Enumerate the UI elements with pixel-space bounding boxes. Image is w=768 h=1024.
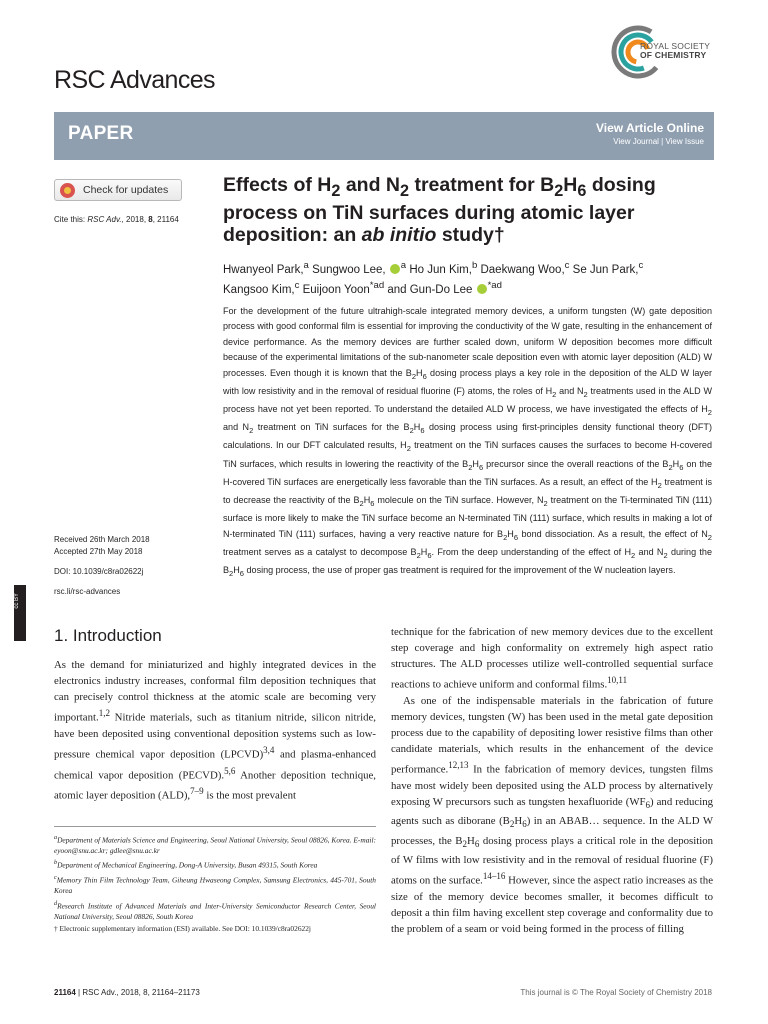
check-for-updates-button[interactable] (54, 179, 182, 201)
footnote-d: $^d$Research Institute of Advanced Materials and Inter-University Semiconductor Research Center, Seoul National University, Seoul 08826, South Korea (54, 900, 376, 921)
check-updates-icon-center (64, 187, 71, 194)
check-updates-icon (60, 183, 75, 198)
journal-name: RSC Advances (54, 66, 215, 94)
cite-year: 2018, (126, 215, 149, 224)
footnote-b: $^b$Department of Mechanical Engineering, Dong-A University, Busan 49315, South Korea (54, 860, 318, 870)
intro-left-column: As the demand for miniaturized and highly integrated devices in the electronics industry increases, conformal film deposition techniques that can precisely control thickness at the atomic scale are becoming very important.$^{1,2}$ Nitride materials, such as titanium nitride, silicon nitride, have been deposited using conventional deposition systems such as low-pressure chemical vapor deposition (LPCVD)$^{3,4}$ and plasma-enhanced chemical vapor deposition (PECVD).$^{5,6}$ Another deposition technique, atomic layer deposition (ALD),$^{7-9}$ is the most prevalent (54, 659, 376, 803)
logo-text-line1: ROYAL SOCIETY (640, 41, 711, 51)
journal-link[interactable]: rsc.li/rsc-advances (54, 587, 121, 596)
cite-pages: , 21164 (152, 215, 179, 224)
copyright-notice: This journal is © The Royal Society of Chemistry 2018 (520, 988, 712, 997)
cite-prefix: Cite this: (54, 215, 86, 224)
check-updates-label: Check for updates (83, 184, 169, 196)
received-dates (54, 534, 150, 558)
article-type-label: PAPER (68, 123, 134, 144)
cite-volume: 8 (148, 215, 153, 224)
footnote-a: $^a$Department of Materials Science and Engineering, Seoul National University, Seoul 08826, Korea. E-mail: eyoon@snu.ac.kr; gdlee@snu.ac.kr (54, 835, 376, 855)
article-title: Effects of $H_2$ and $N_2$ treatment for $B_2H_6$ dosing process on TiN surfaces during atomic layer deposition: an ab initio study† (223, 174, 656, 246)
journal-reference: RSC Adv., 2018, 8, 21164–21173 (82, 988, 200, 997)
cite-journal: RSC Adv., (85, 215, 127, 224)
cc-license-badge[interactable] (14, 585, 26, 641)
cc-license-text: cc BY (14, 593, 20, 609)
logo-text-line2: OF CHEMISTRY (640, 50, 707, 60)
citation (54, 215, 179, 224)
intro-right-column (391, 624, 713, 937)
accepted-date: Accepted 27th May 2018 (54, 547, 143, 556)
footnotes (54, 833, 376, 937)
section-heading-introduction: 1. Introduction (54, 626, 162, 645)
page-footer-left (54, 988, 200, 997)
article-type-banner (54, 112, 714, 160)
orcid-icon[interactable] (477, 284, 487, 294)
intro-paragraph: As one of the indispensable materials in the fabrication of future memory devices, tungsten (W) has been used in the metal gate deposition process due to the capability of depositing lower resistive films than other candidate materials, which results in the enhancement of the device performance.$^{12,13}$ In the fabrication of memory devices, tungsten films have most widely been deposited using the ALD process by alternatively exposing W precursors such as tungsten hexafluoride $(WF_6)$ and reducing agents such as diborane $(B_2H_6)$ in an ABAB… sequence. In the ALD W processes, the $B_2H_6$ dosing process plays a critical role in the deposition of W films with low resistivity and in the removal of residual fluorine (F) atoms on the surface.$^{14-16}$ However, since the aspect ratio increases as the size of the memory device becomes smaller, it becomes difficult to deposit a thin film having excellent step coverage and conformality due to the problem of a seam or void being formed in the process of filling (391, 694, 714, 935)
logo-text (640, 42, 710, 60)
orcid-icon[interactable] (390, 264, 400, 274)
author-list: Hwanyeol Park,$^a$ Sungwoo Lee, $^a$ Ho Jun Kim,$^b$ Daekwang Woo,$^c$ Se Jun Park,$^c$ Kangsoo Kim,$^c$ Euijoon Yoon$^{*ad}$ and Gun-Do Lee $^{*ad}$ (223, 260, 644, 296)
view-journal-issue-links[interactable]: View Journal | View Issue (613, 137, 704, 146)
footnote-divider (54, 826, 376, 827)
footnote-esi[interactable]: † Electronic supplementary information (ESI) available. See DOI: 10.1039/c8ra02622j (54, 924, 311, 934)
received-date: Received 26th March 2018 (54, 535, 150, 544)
doi[interactable]: DOI: 10.1039/c8ra02622j (54, 567, 144, 576)
footer-separator: | (75, 988, 83, 997)
footnote-c: $^c$Memory Thin Film Technology Team, Giheung Hwaseong Complex, Samsung Electronics, 445-701, South Korea (54, 875, 376, 896)
view-article-online-link[interactable]: View Article Online (595, 121, 704, 135)
page-number: 21164 (54, 988, 76, 997)
abstract: For the development of the future ultrahigh-scale integrated memory devices, a uniform tungsten (W) gate deposition process with good conformal film is essential for improving the conductivity of the W gate, resulting in the enhancement of device performance. As the memory devices are further scaled down, uniform W deposition becomes more difficult because of the experimental limitations of the sub-nanometer scale deposition even with atomic layer deposition (ALD) W processes. Even though it is known that the $B_2H_6$ dosing process plays a key role in the deposition of the ALD W layer with low resistivity and in the removal of residual fluorine (F) atoms, the roles of $H_2$ and $N_2$ treatments used in the ALD W process have not yet been reported. To understand the detailed ALD W process, we have investigated the effects of $H_2$ and $N_2$ treatment on TiN surfaces for the $B_2H_6$ dosing process using first-principles density functional theory (DFT) calculations. In our DFT calculated results, $H_2$ treatment on the TiN surfaces causes the surfaces to become H-covered TiN surfaces, which results in lowering the reactivity of the $B_2H_6$ precursor since the overall reactions of the $B_2H_6$ on the H-covered TiN surfaces are energetically less favorable than the TiN surfaces. As a result, an effect of the $H_2$ treatment is to decrease the reactivity of the $B_2H_6$ molecule on the TiN surface. However, $N_2$ treatment on the Ti-terminated TiN (111) surface is more likely to make the TiN surface become an N-terminated TiN (111) surface, which results in making a lot of N-terminated TiN (111) surfaces, having a very reactive nature for $B_2H_6$ bond dissociation. As a result, the effect of $N_2$ treatment serves as a catalyst to decompose $B_2H_6$. From the deep understanding of the effect of $H_2$ and $N_2$ during the $B_2H_6$ dosing process, the use of proper gas treatment is required for the improvement of the W nucleation layers. (223, 306, 712, 578)
intro-paragraph: technique for the fabrication of new memory devices due to the excellent step coverage and high conformality on extremely high aspect ratio structures. The ALD processes utilize well-controlled sequential surface reactions to achieve uniform and conformal films.$^{10,11}$ (391, 626, 713, 691)
